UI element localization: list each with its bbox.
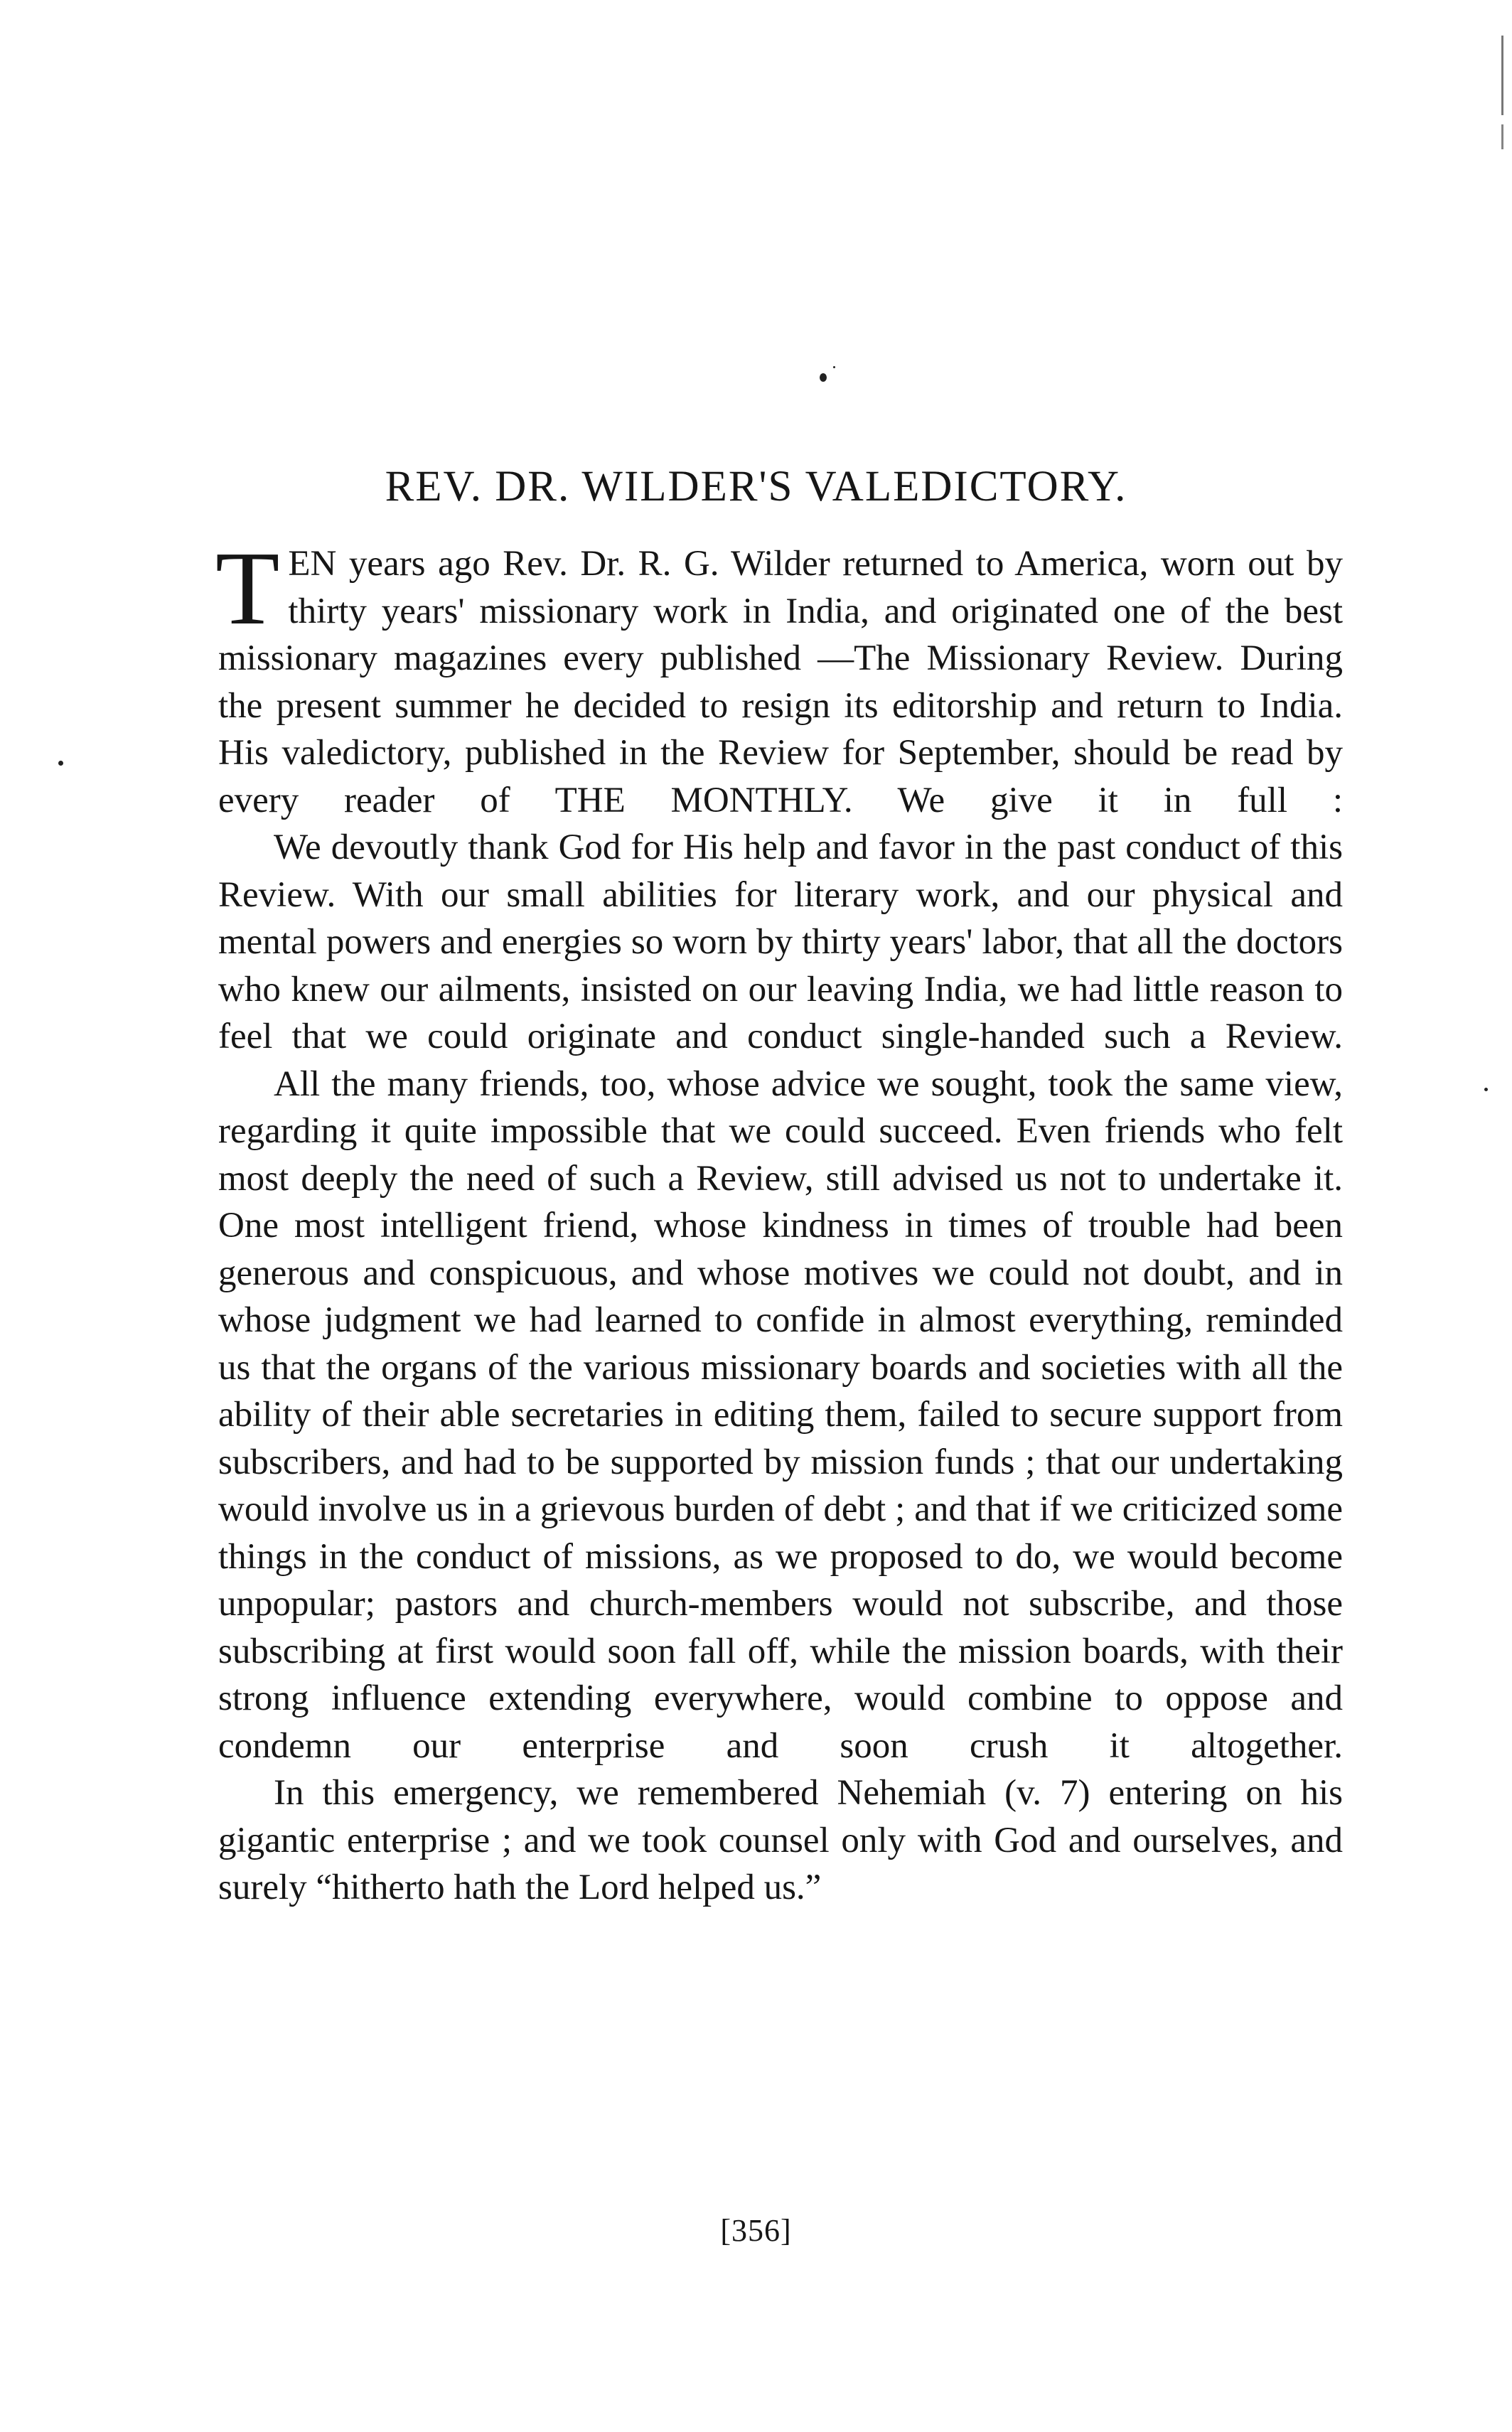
intro-paragraph [215, 530, 1343, 824]
ink-speck [833, 366, 835, 368]
ink-speck [1484, 1088, 1488, 1091]
body-paragraph-3: In this emergency, we remembered Nehemiah (v. 7) entering on his gigantic enterprise ; and we took counsel only with God and ourselves, and surely “hitherto hath the Lord helped us.” [218, 1773, 1343, 1907]
intro-text: EN years ago Rev. Dr. R. G. Wilder returned to America, worn out by thirty years' missionary work in India, and originated one of the best missionary magazines every published —The Missionary Review. During the present summer he decided to resign its editorship and return to India. His valedictory, published in the Review for September, should be read by every reader of THE MONTHLY. We give it in full : [218, 544, 1343, 820]
scan-edge-artifact [1501, 36, 1503, 149]
body-paragraph-1: We devoutly thank God for His help and favor in the past conduct of this Review. With our small abilities for literary work, and our physical and mental powers and energies so worn by thirty years' labor, that all the doctors who knew our ailments, insisted on our leaving India, we had little reason to feel that we could originate and conduct single-handed such a Review. [218, 827, 1343, 1056]
ink-speck [820, 373, 827, 382]
article-body [215, 530, 1343, 1912]
page-number: [356] [720, 2213, 792, 2248]
article-title: REV. DR. WILDER'S VALEDICTORY. [385, 463, 1127, 510]
ink-speck [58, 761, 63, 766]
body-paragraph-2: All the many friends, too, whose advice we sought, took the same view, regarding it quite impossible that we could succeed. Even friends who felt most deeply the need of such a Review, still advised us not to undertake it. One most intelligent friend, whose kindness in times of trouble had been generous and conspicuous, and whose motives we could not doubt, and in whose judgment we had learned to confide in almost everything, reminded us that the organs of the various missionary boards and societies with all the ability of their able secretaries in editing them, failed to secure support from subscribers, and had to be supported by mission funds ; that our undertaking would involve us in a grievous burden of debt ; and that if we criticized some things in the conduct of missions, as we proposed to do, we would become unpopular; pastors and church-members would not subscribe, and those subscribing at first would soon fall off, while the mission boards, with their strong influence extending everywhere, would combine to oppose and condemn our enterprise and soon crush it altogether. [218, 1064, 1343, 1766]
drop-cap: T [215, 530, 280, 647]
